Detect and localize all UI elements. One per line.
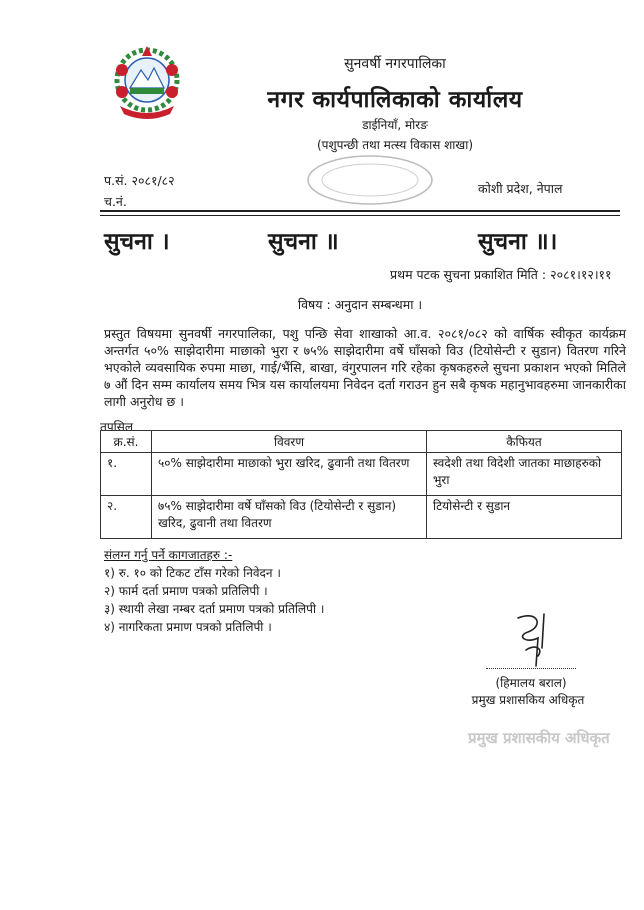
enclosures-list [104,546,324,636]
publication-date: प्रथम पटक सुचना प्रकाशित मिति : २०८१।१२।११ [390,267,612,282]
notice-heading-1: सुचना । [104,229,170,255]
cell-remarks: टियोसेन्टी र सुडान [427,496,622,539]
office-address: डाईनियाँ, मोरङ [362,118,428,132]
designation-stamp: प्रमुख प्रशासकीय अधिकृत [468,729,610,747]
province-address: कोशी प्रदेश, नेपाल [478,181,563,196]
cell-serial: २. [101,496,152,539]
table-header-row [101,431,622,453]
municipality-emblem-icon [108,40,186,120]
signatory-title: प्रमुख प्रशासकिय अधिकृत [471,693,585,707]
list-item: २) फार्म दर्ता प्रमाण पत्रको प्रतिलिपी । [104,584,268,598]
cell-serial: १. [101,453,152,496]
dispatch-number: च.नं. [104,194,127,209]
list-item: ३) स्थायी लेखा नम्बर दर्ता प्रमाण पत्रको प्रतिलिपी । [104,602,325,616]
col-description: विवरण [152,431,427,453]
table-row [101,496,622,539]
header-divider [100,210,620,212]
notice-heading-3: सुचना ॥। [478,229,558,255]
office-title: नगर कार्यपालिकाको कार्यालय [267,87,523,113]
municipality-name: सुनवर्षी नगरपालिका [344,56,446,72]
letter-number: प.सं. २०८१/८२ [104,173,175,188]
list-item: ४) नागरिकता प्रमाण पत्रको प्रतिलिपी । [104,620,272,634]
enclosures-title: संलग्न गर्नु पर्ने कागजातहरु :- [104,548,233,562]
details-table [100,430,622,539]
header-divider-thin [100,215,620,216]
list-item: १) रु. १० को टिकट टाँस गरेको निवेदन । [104,566,281,580]
notice-body: प्रस्तुत विषयमा सुनवर्षी नगरपालिका, पशु पन्छि सेवा शाखाको आ.व. २०८१/०८२ को वार्षिक स्वीकृत कार्यक्रम अन्तर्गत ५०% साझेदारीमा माछाको भुरा र ७५% साझेदारीमा वर्षे घाँसको विउ (टियोसेन्टी र सुडान) वितरण गरिने भएकोले व्यवसायिक रुपमा माछा, गाई/भैंसि, बाखा, वंगुरपालन गरि रहेका कृषकहरुले सुचना प्रकाशन भएको मितिले ७ औं दिन सम्म कार्यालय समय भित्र यस कार्यालयमा निवेदन दर्ता गराउन हुन सबै कृषक महानुभावहरुमा जानकारीका लागी अनुरोध छ । [104,326,626,409]
cell-description: ५०% साझेदारीमा माछाको भुरा खरिद, ढुवानी तथा वितरण [152,453,427,496]
notice-heading-2: सुचना ॥ [268,229,339,255]
cell-remarks: स्वदेशी तथा विदेशी जातका माछाहरुको भुरा [427,453,622,496]
office-stamp-icon [300,150,440,210]
table-caption: तपसिल [100,420,134,434]
col-remarks: कैफियत [427,431,622,453]
branch-name: (पशुपन्छी तथा मत्स्य विकास शाखा) [316,138,474,152]
col-serial: क्र.सं. [101,431,152,453]
cell-description: ७५% साझेदारीमा वर्षे घाँसको विउ (टियोसेन्टी र सुडान) खरिद, ढुवानी तथा वितरण [152,496,427,539]
signatory-name: (हिमालय बराल) [495,676,567,690]
subject-line: विषय : अनुदान सम्बन्धमा । [297,297,423,312]
signature-line [486,668,576,669]
signature-icon [498,608,568,668]
table-row [101,453,622,496]
